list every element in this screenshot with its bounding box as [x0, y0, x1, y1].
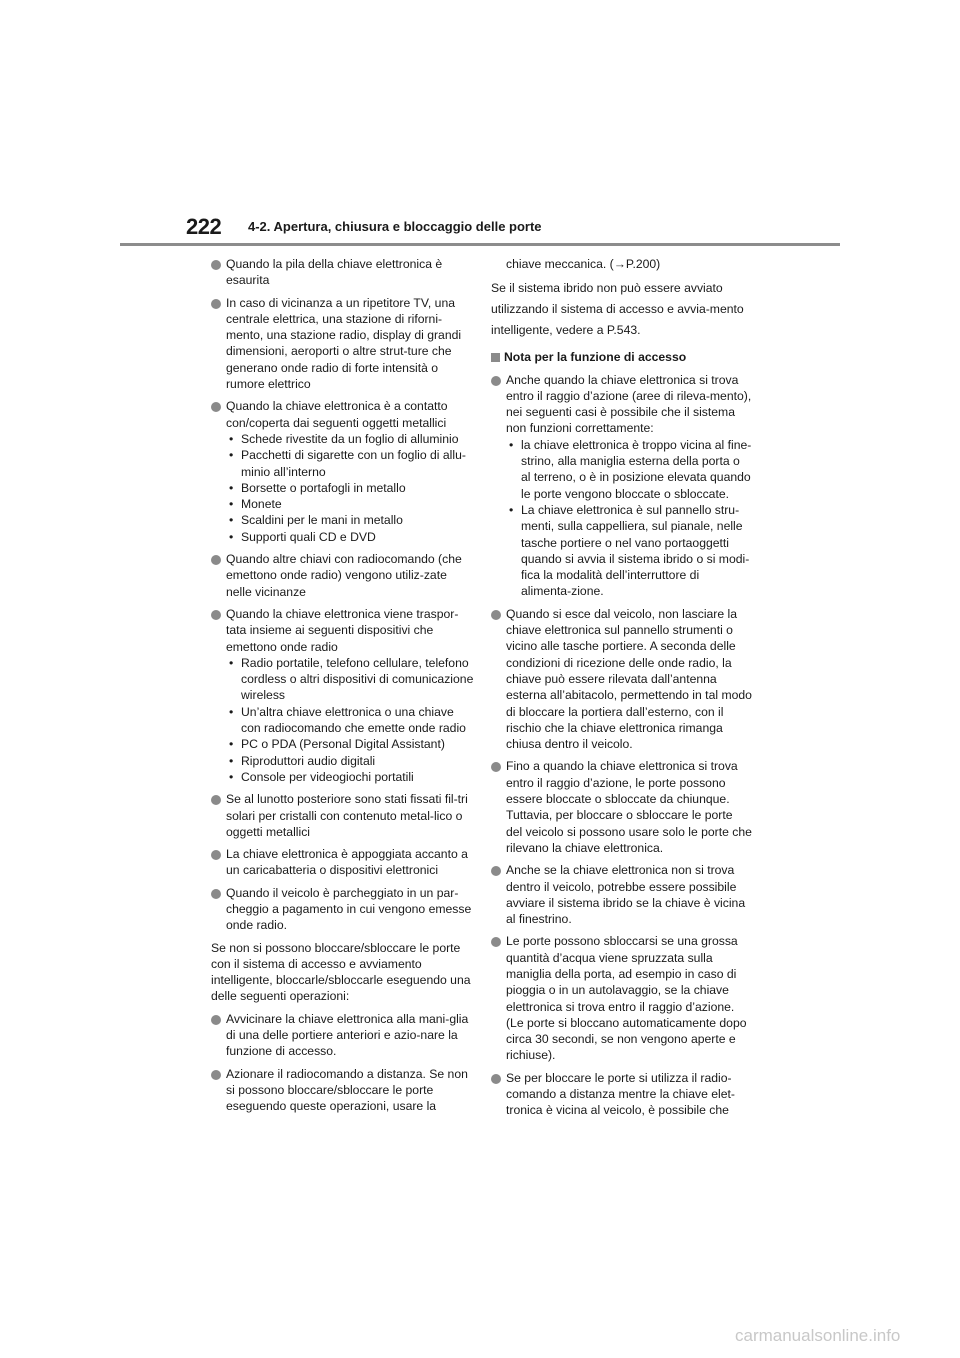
list-item-text: Quando il veicolo è parcheggiato in un par-cheggio a pagamento in cui vengono emesse onde radio. [226, 885, 472, 933]
sub-list-item-text: Pacchetti di sigarette con un foglio di allu-minio all’interno [241, 448, 466, 479]
dot-bullet-icon: • [229, 497, 234, 512]
left-bullet-list [211, 256, 474, 934]
header-rule [120, 243, 840, 246]
list-item-text: Quando si esce dal veicolo, non lasciare la chiave elettronica sul pannello strumenti o vicino alle tasche portiere. A seconda delle condizioni di ricezione delle onde radio, la chiave può essere rilevata dall’antenna esterna all’abitacolo, permettendo in tal modo di bloccare la portiera dall’esterno, con il rischio che la chiave elettronica rimanga chiusa dentro il veicolo. [506, 606, 752, 752]
list-item-text: La chiave elettronica è appoggiata accanto a un caricabatteria o dispositivi elettronici [226, 847, 468, 878]
right-column [491, 256, 752, 1125]
sub-list-item-text: Scaldini per le mani in metallo [241, 513, 403, 528]
dot-bullet-icon: • [229, 769, 234, 784]
sub-list-item [226, 529, 474, 545]
circle-bullet-icon [211, 555, 221, 565]
circle-bullet-icon [491, 866, 501, 876]
sub-list-item [226, 655, 474, 704]
list-item [211, 791, 474, 840]
sub-list-item [226, 704, 474, 737]
dot-bullet-icon: • [229, 448, 234, 463]
circle-bullet-icon [491, 762, 501, 772]
sub-list-item [226, 447, 474, 480]
list-item-text: Quando altre chiavi con radiocomando (che emettono onde radio) vengono utiliz-zate nelle vicinanze [226, 552, 462, 599]
list-item-text: Avvicinare la chiave elettronica alla mani-glia di una delle portiere anteriori e azio-nare la funzione di accesso. [226, 1011, 469, 1059]
sub-list-item [226, 431, 474, 447]
sub-list-item [226, 512, 474, 528]
dot-bullet-icon: • [229, 513, 234, 528]
list-item-text: Anche quando la chiave elettronica si trova entro il raggio d’azione (aree di rileva-mento), nei seguenti casi è possibile che il sistema non funzioni correttamente: [506, 372, 752, 436]
list-item [491, 606, 752, 753]
list-item-text: Anche se la chiave elettronica non si trova dentro il veicolo, potrebbe essere possibile avviare il sistema ibrido se la chiave è vicina al finestrino. [506, 863, 746, 927]
list-item [211, 551, 474, 600]
sub-list-item-text: Supporti quali CD e DVD [241, 529, 376, 544]
sub-list-item-text: La chiave elettronica è sul pannello stru-menti, sulla cappelliera, sul pianale, nelle tasche portiere o nel vano portaoggetti quando si avvia il sistema ibrido o si modi-fica la modalità dell’interruttore di alimenta-zione. [521, 502, 750, 599]
left-bullet-list-2 [211, 1011, 474, 1115]
circle-bullet-icon [211, 299, 221, 309]
sub-list-item [506, 502, 752, 600]
sub-list-item-text: Radio portatile, telefono cellulare, telefono cordless o altri dispositivi di comunicazione wireless [241, 655, 474, 703]
list-item [211, 606, 474, 785]
sub-list-item [226, 496, 474, 512]
list-item [491, 758, 752, 856]
list-item-text: Se per bloccare le porte si utilizza il radio-comando a distanza mentre la chiave elet-tronica è vicina al veicolo, è possibile che [506, 1070, 735, 1118]
dot-bullet-icon: • [229, 655, 234, 670]
sub-list-item [506, 437, 752, 502]
circle-bullet-icon [211, 402, 221, 412]
list-item [491, 372, 752, 600]
left-column [211, 256, 474, 1121]
dot-bullet-icon: • [229, 753, 234, 768]
list-item [211, 1066, 474, 1115]
dot-bullet-icon: • [509, 502, 514, 517]
list-item-text: Quando la pila della chiave elettronica è esaurita [226, 257, 443, 288]
list-item-text: In caso di vicinanza a un ripetitore TV, una centrale elettrica, una stazione di riforni-mento, una stazione radio, display di grandi dimensioni, aeroporti o altre strut-ture che generano onde radio di forte intensità o rumore elettrico [226, 295, 462, 392]
sub-list-item-text: Schede rivestite da un foglio di alluminio [241, 431, 459, 446]
continuation-text: chiave meccanica. (→P.200) [506, 257, 661, 271]
circle-bullet-icon [211, 610, 221, 620]
dot-bullet-icon: • [229, 431, 234, 446]
sub-list-item-text: Console per videogiochi portatili [241, 769, 414, 784]
section-title: 4-2. Apertura, chiusura e bloccaggio delle porte [248, 219, 542, 234]
list-item-text: Fino a quando la chiave elettronica si trova entro il raggio d’azione, le porte possono essere bloccate o sbloccate da chiunque. Tuttavia, per bloccare o sbloccare le porte del veicolo si possono usare solo le porte che rilevano la chiave elettronica. [506, 759, 752, 855]
circle-bullet-icon [211, 795, 221, 805]
dot-bullet-icon: • [229, 737, 234, 752]
dot-bullet-icon: • [229, 529, 234, 544]
circle-bullet-icon [491, 376, 501, 386]
list-item-text: Le porte possono sbloccarsi se una grossa quantità d’acqua viene spruzzata sulla maniglia della porta, ad esempio in caso di pioggia o in un autolavaggio, se la chiave elettronica si trova entro il raggio d’azione. (Le porte si bloccano automaticamente dopo circa 30 secondi, se non vengono aperte e richiuse). [506, 934, 747, 1063]
list-item-text: Quando la chiave elettronica viene traspor-tata insieme ai seguenti dispositivi che emettono onde radio [226, 606, 459, 654]
list-item [211, 846, 474, 879]
list-item [211, 1011, 474, 1060]
list-item [491, 933, 752, 1063]
circle-bullet-icon [491, 610, 501, 620]
watermark: carmanualsonline.info [735, 1326, 901, 1345]
sub-list-item [226, 480, 474, 496]
dot-bullet-icon: • [229, 480, 234, 495]
paragraph: Se il sistema ibrido non può essere avviato utilizzando il sistema di accesso e avvia-mento intelligente, vedere a P.543. [491, 281, 744, 338]
list-item [491, 862, 752, 927]
list-item-text: Quando la chiave elettronica è a contatto con/coperta dai seguenti oggetti metallici [226, 399, 448, 430]
circle-bullet-icon [211, 1015, 221, 1025]
list-item [211, 398, 474, 545]
sub-list-item-text: Monete [241, 497, 282, 512]
subheading [491, 349, 752, 365]
dot-bullet-icon: • [509, 437, 514, 452]
circle-bullet-icon [211, 850, 221, 860]
list-item [491, 1070, 752, 1119]
subheading-text: Nota per la funzione di accesso [504, 350, 687, 365]
sub-list-item-text: PC o PDA (Personal Digital Assistant) [241, 737, 445, 752]
right-bullet-list [491, 372, 752, 1119]
list-item [211, 256, 474, 289]
circle-bullet-icon [211, 260, 221, 270]
square-bullet-icon [491, 353, 500, 362]
list-item [211, 295, 474, 393]
page-number: 222 [186, 214, 222, 239]
list-item [211, 885, 474, 934]
circle-bullet-icon [491, 1074, 501, 1084]
circle-bullet-icon [211, 1070, 221, 1080]
sub-list-item [226, 736, 474, 752]
list-item-text: Azionare il radiocomando a distanza. Se non si possono bloccare/sbloccare le porte eseguendo queste operazioni, usare la [226, 1066, 468, 1114]
list-item-text: Se al lunotto posteriore sono stati fissati fil-tri solari per cristalli con contenuto metal-lico o oggetti metallici [226, 792, 468, 839]
sub-list-item [226, 769, 474, 785]
sub-list-item-text: Riproduttori audio digitali [241, 753, 376, 768]
circle-bullet-icon [211, 889, 221, 899]
circle-bullet-icon [491, 937, 501, 947]
sub-list-item-text: la chiave elettronica è troppo vicina al fine-strino, alla maniglia esterna della porta o al terreno, o è in posizione elevata quando le porte vengono bloccate o sbloccate. [521, 437, 752, 501]
sub-list-item [226, 753, 474, 769]
sub-list-item-text: Un’altra chiave elettronica o una chiave con radiocomando che emette onde radio [241, 704, 466, 736]
dot-bullet-icon: • [229, 704, 234, 719]
paragraph: Se non si possono bloccare/sbloccare le porte con il sistema di accesso e avviamento intelligente, bloccarle/sbloccarle eseguendo una delle seguenti operazioni: [211, 940, 471, 1004]
sub-list-item-text: Borsette o portafogli in metallo [241, 480, 406, 495]
